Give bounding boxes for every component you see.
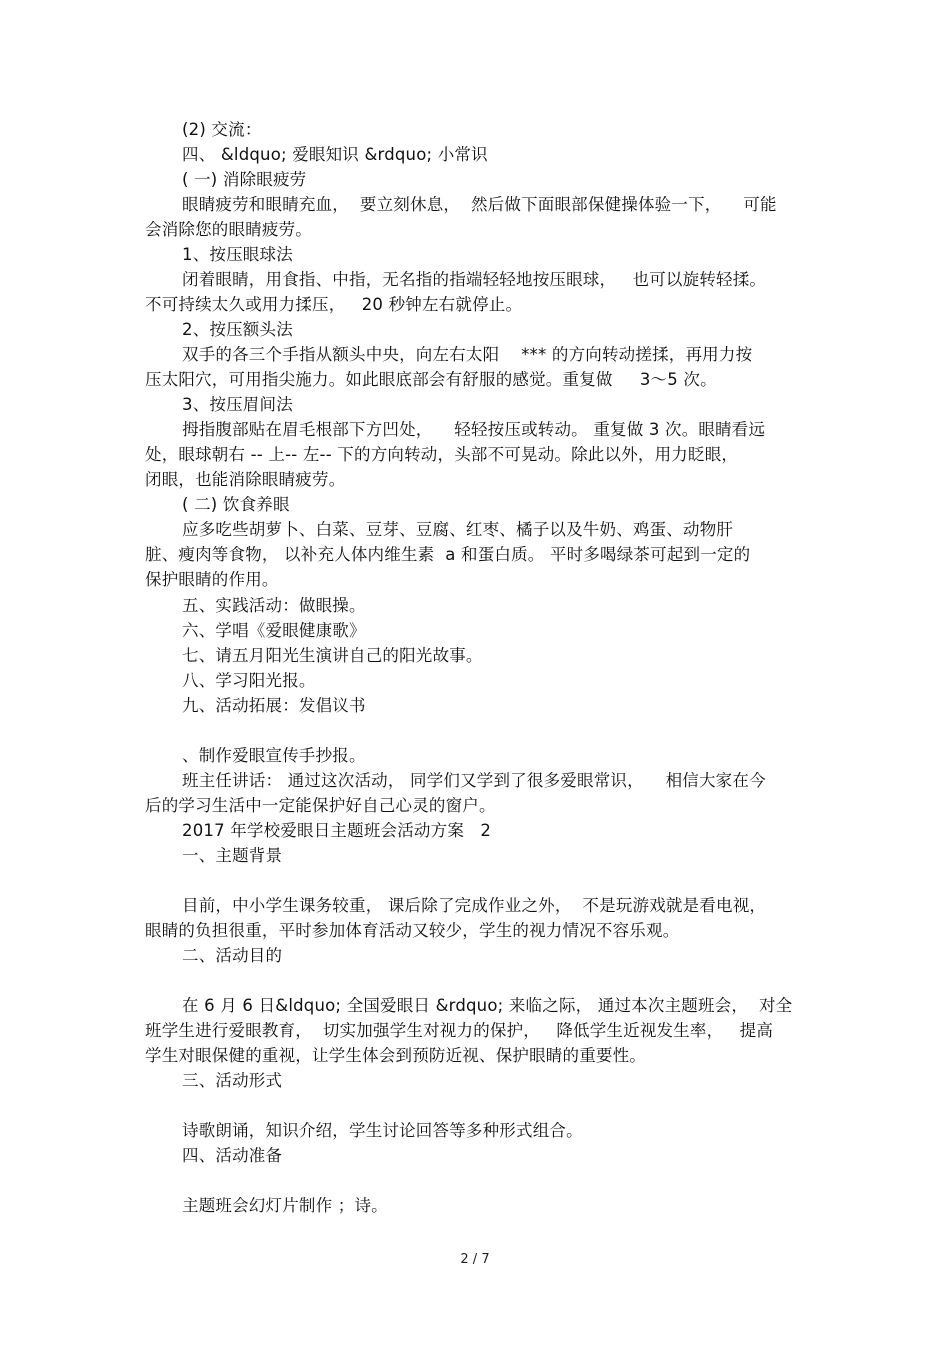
section-heading: 六、学唱《爱眼健康歌》 (182, 621, 366, 640)
section-heading: 五、实践活动：做眼操。 (182, 596, 366, 615)
paragraph-line: 眼睛的负担很重，平时参加体育活动又较少，学生的视力情况不容乐观。 (145, 921, 680, 940)
paragraph-line: 压太阳穴，可用指尖施力。如此眼底部会有舒服的感觉。重复做 3～5 次。 (145, 370, 717, 389)
item-heading: 1、按压眼球法 (182, 245, 293, 264)
section-heading: 七、请五月阳光生演讲自己的阳光故事。 (182, 646, 483, 665)
document-title: 2017 年学校爱眼日主题班会活动方案 2 (182, 821, 492, 840)
section-heading: 二、活动目的 (182, 946, 283, 965)
paragraph-line: 处，眼球朝右 -- 上-- 左-- 下的方向转动，头部不可晃动。除此以外，用力眨眼， (145, 445, 739, 464)
paragraph-line: 在 6 月 6 日&ldquo; 全国爱眼日 &rdquo; 来临之际， 通过本次主题班会， 对全 (182, 996, 793, 1015)
paragraph-line: 班学生进行爱眼教育， 切实加强学生对视力的保护， 降低学生近视发生率， 提高 (145, 1021, 774, 1040)
section-heading: 八、学习阳光报。 (182, 671, 316, 690)
section-heading: 四、活动准备 (182, 1146, 283, 1165)
item-heading: 2、按压额头法 (182, 320, 293, 339)
paragraph-line: 主题班会幻灯片制作 ；诗。 (182, 1196, 388, 1215)
text-line: (2) 交流： (182, 120, 262, 139)
text-line: 、制作爱眼宣传手抄报。 (182, 746, 366, 765)
paragraph-line: 眼睛疲劳和眼睛充血， 要立刻休息， 然后做下面眼部保健操体验一下， 可能 (182, 195, 777, 214)
paragraph-line: 学生对眼保健的重视，让学生体会到预防近视、保护眼睛的重要性。 (145, 1046, 646, 1065)
paragraph-line: 闭眼，也能消除眼睛疲劳。 (145, 470, 346, 489)
section-heading: 三、活动形式 (182, 1071, 283, 1090)
paragraph-line: 脏、瘦肉等食物， 以补充人体内维生素 a 和蛋白质。 平时多喝绿茶可起到一定的 (145, 545, 751, 564)
paragraph-line: 目前，中小学生课务较重， 课后除了完成作业之外， 不是玩游戏就是看电视， (182, 896, 767, 915)
paragraph-line: 不可持续太久或用力揉压， 20 秒钟左右就停止。 (145, 295, 523, 314)
section-heading: 一、主题背景 (182, 846, 283, 865)
paragraph-line: 闭着眼睛，用食指、中指，无名指的指端轻轻地按压眼球， 也可以旋转轻揉。 (182, 270, 767, 289)
subsection-heading: ( 二) 饮食养眼 (182, 495, 290, 514)
paragraph-line: 诗歌朗诵，知识介绍，学生讨论回答等多种形式组合。 (182, 1121, 583, 1140)
paragraph-line: 应多吃些胡萝卜、白菜、豆芽、豆腐、红枣、橘子以及牛奶、鸡蛋、动物肝 (182, 520, 734, 539)
paragraph-line: 后的学习生活中一定能保护好自己心灵的窗户。 (145, 796, 496, 815)
section-heading: 四、 &ldquo; 爱眼知识 &rdquo; 小常识 (182, 145, 488, 164)
paragraph-line: 保护眼睛的作用。 (145, 570, 279, 589)
page-number: 2 / 7 (460, 1252, 490, 1267)
paragraph-line: 拇指腹部贴在眉毛根部下方凹处， 轻轻按压或转动。 重复做 3 次。眼睛看远 (182, 420, 766, 439)
section-heading: 九、活动拓展：发倡议书 (182, 696, 366, 715)
subsection-heading: ( 一) 消除眼疲劳 (182, 170, 307, 189)
item-heading: 3、按压眉间法 (182, 395, 293, 414)
paragraph-line: 双手的各三个手指从额头中央，向左右太阳 *** 的方向转动搓揉，再用力按 (182, 345, 753, 364)
paragraph-line: 会消除您的眼睛疲劳。 (145, 220, 312, 239)
paragraph-line: 班主任讲话： 通过这次活动， 同学们又学到了很多爱眼常识， 相信大家在今 (182, 771, 766, 790)
